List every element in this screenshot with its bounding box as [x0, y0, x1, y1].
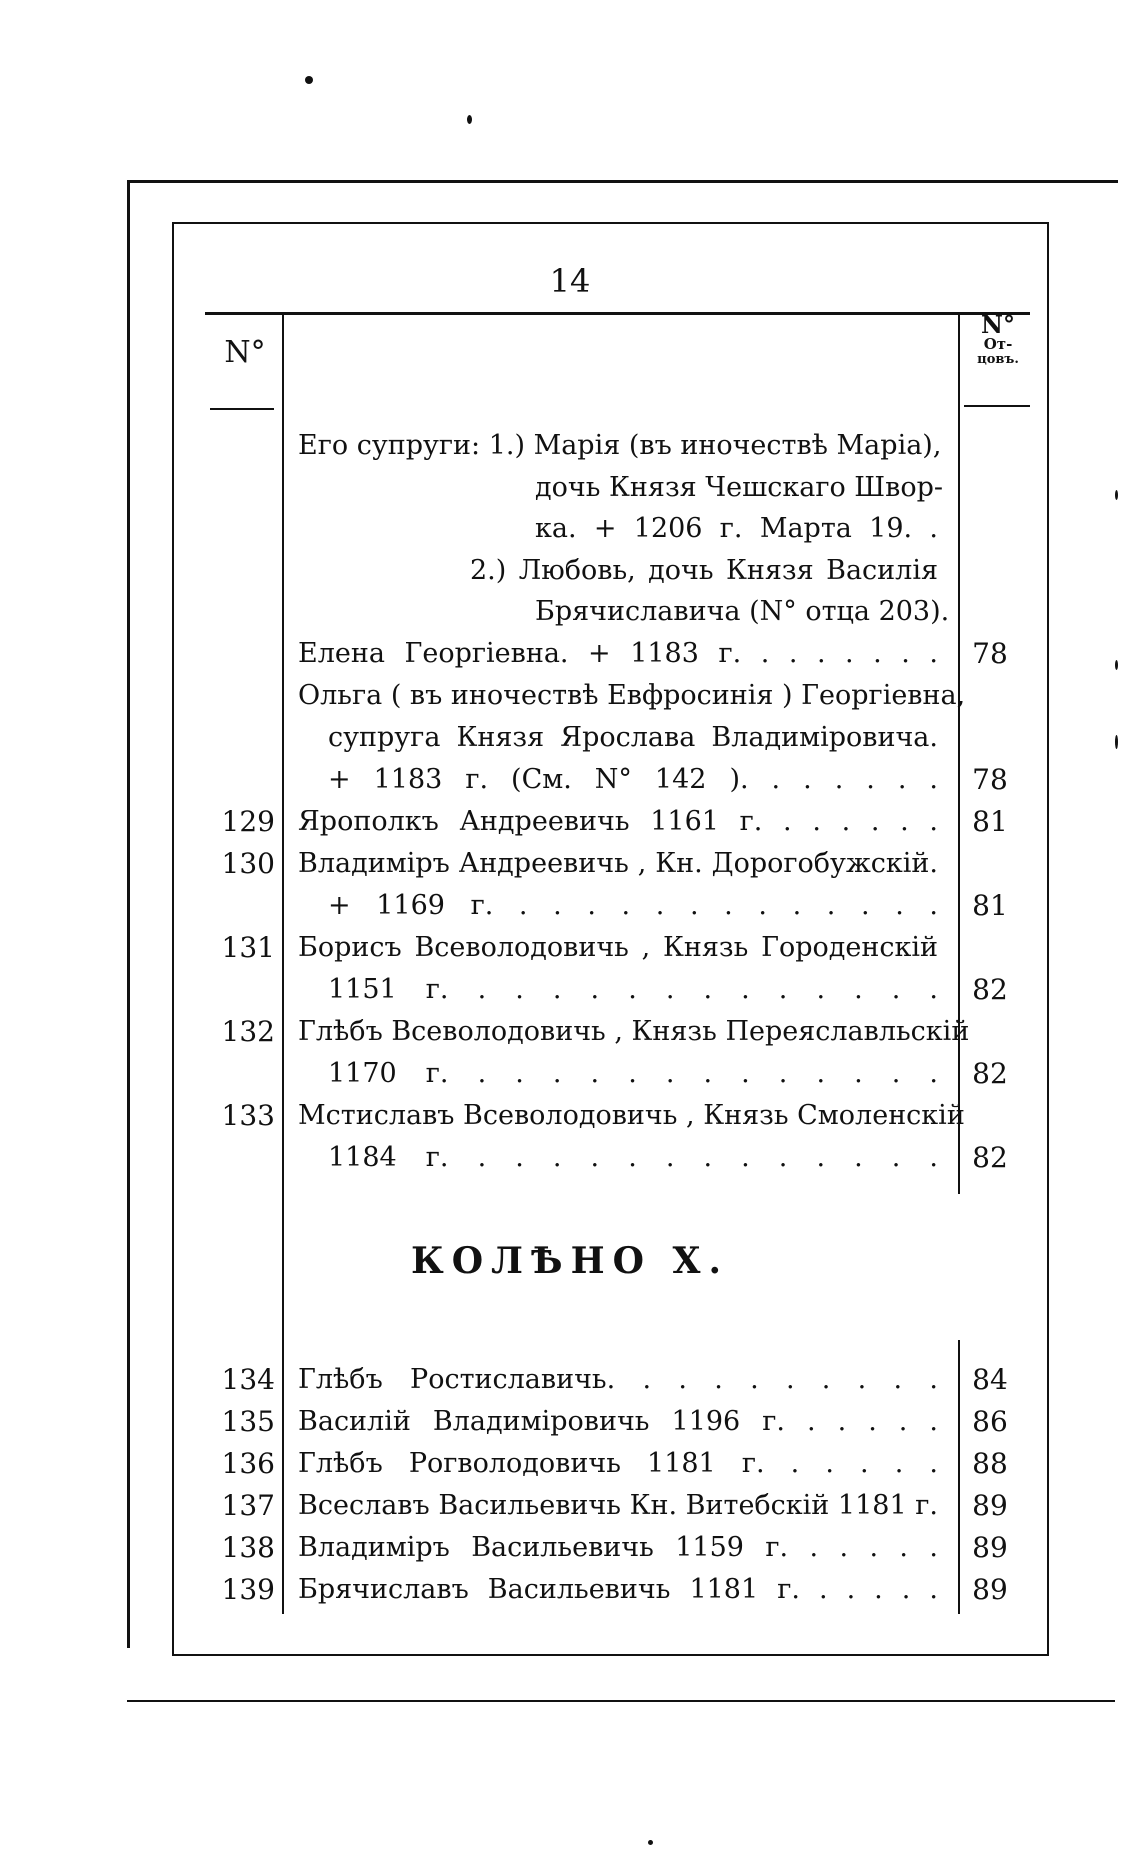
father-number: 82 — [972, 973, 1008, 1006]
entry-number: 132 — [221, 1015, 275, 1048]
ink-speck — [305, 76, 313, 84]
entry-line: + 1169 г. . . . . . . . . . . . . . — [328, 890, 938, 921]
spouses-line: Брячиславича (N° отца 203). — [535, 596, 950, 627]
father-number: 78 — [972, 637, 1008, 670]
father-number: 82 — [972, 1141, 1008, 1174]
father-header-line2: От- — [983, 335, 1013, 354]
entry-line: Глѣбъ Рогволодовичь 1181 г. . . . . . — [298, 1448, 938, 1479]
entry-number: 130 — [221, 847, 275, 880]
entry-number: 129 — [221, 805, 275, 838]
entry-line: 1170 г. . . . . . . . . . . . . . — [328, 1058, 938, 1089]
column-header-father-number — [958, 312, 1038, 367]
father-number: 81 — [972, 805, 1008, 838]
entry-line: Брячиславъ Васильевичь 1181 г. . . . . . — [298, 1574, 938, 1605]
father-number: 89 — [972, 1489, 1008, 1522]
column-divider-left — [282, 314, 284, 1614]
entry-number: 138 — [221, 1531, 275, 1564]
entry-line: Глѣбъ Всеволодовичь , Князь Переяславльскій — [298, 1016, 970, 1047]
column-header-rule — [210, 408, 274, 410]
entry-line: Владиміръ Андреевичь , Кн. Дорогобужскій. — [298, 848, 938, 879]
spouses-line: дочь Князя Чешскаго Швор- — [535, 472, 943, 503]
entry-line: Ярополкъ Андреевичь 1161 г. . . . . . . — [298, 806, 938, 837]
entry-number: 134 — [221, 1363, 275, 1396]
father-number: 88 — [972, 1447, 1008, 1480]
entry-line: Мстиславъ Всеволодовичь , Князь Смоленскій — [298, 1100, 965, 1131]
spouses-line: Его супруги: 1.) Марія (въ иночествѣ Маріа), — [298, 430, 942, 461]
entry-line: 1151 г. . . . . . . . . . . . . . — [328, 974, 938, 1005]
entry-number: 131 — [221, 931, 275, 964]
ink-speck — [648, 1840, 653, 1845]
entry-line: Ольга ( въ иночествѣ Евфросинія ) Георгіевна, — [298, 680, 966, 711]
entry-number: 133 — [221, 1099, 275, 1132]
entry-number: 139 — [221, 1573, 275, 1606]
spouses-line: ка. + 1206 г. Марта 19. . — [535, 513, 938, 544]
outer-frame-bottom — [127, 1700, 1115, 1702]
father-header-line3: цовъ. — [977, 351, 1019, 367]
entry-line: Глѣбъ Ростиславичь. . . . . . . . . . — [298, 1364, 938, 1395]
father-number: 78 — [972, 763, 1008, 796]
entry-line: 1184 г. . . . . . . . . . . . . . — [328, 1142, 938, 1173]
father-header-line1: N° — [981, 310, 1015, 339]
header-rule — [205, 312, 1030, 315]
ink-speck — [467, 115, 472, 124]
entry-number: 135 — [221, 1405, 275, 1438]
entry-number: 137 — [221, 1489, 275, 1522]
entry-line: Всеславъ Васильевичь Кн. Витебскій 1181 г. — [298, 1490, 938, 1521]
entry-line: Борисъ Всеволодовичь , Князь Городенскій — [298, 932, 938, 963]
entry-number: 136 — [221, 1447, 275, 1480]
section-heading: КОЛѢНО X. — [410, 1240, 729, 1282]
column-header-rule — [964, 405, 1030, 407]
father-number: 89 — [972, 1573, 1008, 1606]
entry-line: + 1183 г. (См. N° 142 ). . . . . . . — [328, 764, 938, 795]
father-number: 82 — [972, 1057, 1008, 1090]
father-number: 81 — [972, 889, 1008, 922]
spouses-line: 2.) Любовь, дочь Князя Василія — [470, 555, 938, 586]
father-number: 86 — [972, 1405, 1008, 1438]
entry-line: супруга Князя Ярослава Владиміровича. — [328, 722, 938, 753]
page-number: 14 — [549, 262, 591, 300]
entry-line: Елена Георгіевна. + 1183 г. . . . . . . . — [298, 638, 938, 669]
entry-line: Владиміръ Васильевичь 1159 г. . . . . . — [298, 1532, 938, 1563]
father-number: 89 — [972, 1531, 1008, 1564]
entry-line: Василій Владиміровичь 1196 г. . . . . . — [298, 1406, 938, 1437]
father-number: 84 — [972, 1363, 1008, 1396]
column-header-number: N° — [224, 335, 266, 370]
